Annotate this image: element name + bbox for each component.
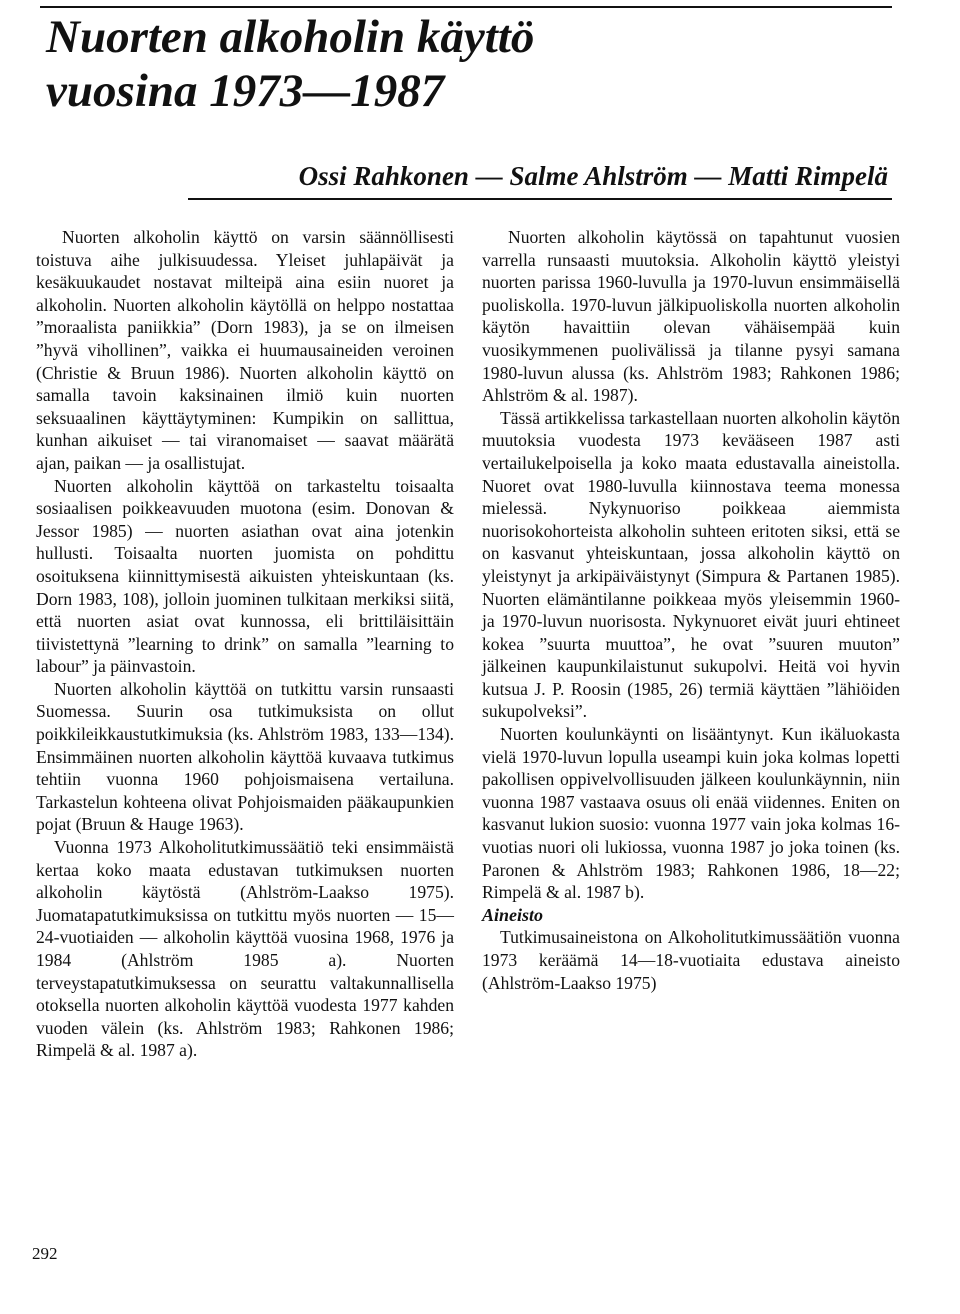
paragraph: Nuorten koulunkäynti on lisääntynyt. Kun ikäluokasta vielä 1970-luvun lopulla useampi kuin joka kolmas lopetti pakollisen oppivelvollisuuden jälkeen koulunkäynnin, niin vuonna 1987 vastaava osuus oli enää viidennes. Eniten on kasvanut lukion suosio: vuonna 1977 vain joka kolmas 16-vuotias nuori oli lukiossa, vuonna 1987 jo joka toinen (ks. Paronen & Ahlström 1983; Rahkonen 1986, 18—22; Rimpelä & al. 1987 b).: [482, 724, 900, 903]
right-column: [482, 226, 900, 994]
paragraph: Tässä artikkelissa tarkastellaan nuorten alkoholin käytön muutoksia vuodesta 1973 kevääseen 1987 asti vertailukelpoisella ja koko maata edustavalla aineistolla. Nuoret ovat 1980-luvulla kiinnostava teema monessa mielessä. Nykynuoriso poikkeaa aiemmista nuorisokohorteista alkoholin suhteen eritoten siksi, että se on kasvanut yhteiskuntaan, jossa alkoholin käyttö on yleistynyt ja arkipäiväistynyt (Simpura & Partanen 1985). Nuorten elämäntilanne poikkeaa myös yleisemmin 1960- ja 1970-luvun nuorisosta. Nykynuoret eivät juuri ehtineet kokea ”suurta muuttoa”, he ovat ”suuren muuton” jälkeinen kaupunkilaistunut sukupolvi. Heitä voi hyvin kutsua J. P. Roosin (1985, 26) termiä käyttäen ”lähiöiden sukupolveksi”.: [482, 407, 900, 722]
paragraph: Nuorten alkoholin käytössä on tapahtunut vuosien varrella runsaasti muutoksia. Alkoholin käyttö yleistyi nuorten parissa 1960-luvulla ja 1970-luvun ensimmäisellä puoliskolla. 1970-luvun jälkipuoliskolla nuorten alkoholin käytön havaittiin olevan vähäisempää kuin vuosikymmenen puolivälissä ja tilanne pysyi samana 1980-luvun alussa (ks. Ahlström 1983; Rahkonen 1986; Ahlström & al. 1987).: [482, 227, 900, 406]
page-number: 292: [32, 1244, 58, 1263]
byline-rule: [188, 198, 892, 200]
section-heading: Aineisto: [482, 904, 544, 925]
left-column: [36, 226, 454, 1062]
paragraph: Nuorten alkoholin käyttöä on tutkittu varsin runsaasti Suomessa. Suurin osa tutkimuksista on ollut poikkileikkaustutkimuksia (ks. Ahlström 1983, 133—134). Ensimmäinen nuorten alkoholin käyttöä kuvaava tutkimus tehtiin vuonna 1960 pohjoismaisena vertailuna. Tarkastelun kohteena olivat Pohjoismaiden pääkaupunkien pojat (Bruun & Hauge 1963).: [36, 678, 454, 835]
title-line-2: vuosina 1973—1987: [46, 65, 445, 117]
article-title: [46, 10, 886, 118]
paragraph: Vuonna 1973 Alkoholitutkimussäätiö teki ensimmäistä kertaa koko maata edustavan tutkimuksen nuorten alkoholin käytöstä (Ahlström-Laakso 1975). Juomatapatutkimuksissa on tutkittu myös nuorten — 15—24-vuotiaiden — alkoholin käyttöä vuosina 1968, 1976 ja 1984 (Ahlström 1985 a). Nuorten terveystapatutkimuksessa on seurattu valtakunnallisella otoksella nuorten alkoholin käyttöä vuodesta 1977 kahden vuoden välein (ks. Ahlström 1983; Rahkonen 1986; Rimpelä & al. 1987 a).: [36, 837, 454, 1061]
title-line-1: Nuorten alkoholin käyttö: [46, 11, 535, 63]
authors-byline: Ossi Rahkonen — Salme Ahlström — Matti Rimpelä: [298, 161, 888, 191]
paragraph: Tutkimusaineistona on Alkoholitutkimussäätiön vuonna 1973 keräämä 14—18-vuotiaita edustava aineisto (Ahlström-Laakso 1975): [482, 927, 900, 993]
paragraph: Nuorten alkoholin käyttöä on tarkasteltu toisaalta sosiaalisen poikkeavuuden muotona (esim. Donovan & Jessor 1985) — nuorten asiathan ovat aina jotenkin hullusti. Toisaalta nuorten juomista on pohdittu osoituksena kiinnittymisestä aikuisten yhteiskuntaan (ks. Dorn 1983, 108), jolloin juominen tulkitaan merkiksi siitä, että nuorten asiat ovat kunnossa, eli brittiläisittäin tiivistettynä ”learning to drink” on samalla ”learning to labour” ja päinvastoin.: [36, 475, 454, 677]
top-rule: [40, 6, 892, 8]
paragraph: Nuorten alkoholin käyttö on varsin säännöllisesti toistuva aihe julkisuudessa. Yleiset juhlapäivät ja kesäkuukaudet nostavat milteipä aina esiin nuoret ja alkoholin. Nuorten alkoholin käytöllä on helppo nostattaa ”moraalista paniikkia” (Dorn 1983), ja se on ilmeisen ”hyvä vihollinen”, vaikka ei huumausaineiden veroinen (Christie & Bruun 1986). Nuorten alkoholin käyttö on samalla tavoin kaksinainen ilmiö kuin nuorten seksuaalinen käyttäytyminen: Kumpikin on sallittua, kunhan aikuiset — tai viranomaiset — saavat määrätä ajan, paikan — ja osallistujat.: [36, 227, 454, 473]
